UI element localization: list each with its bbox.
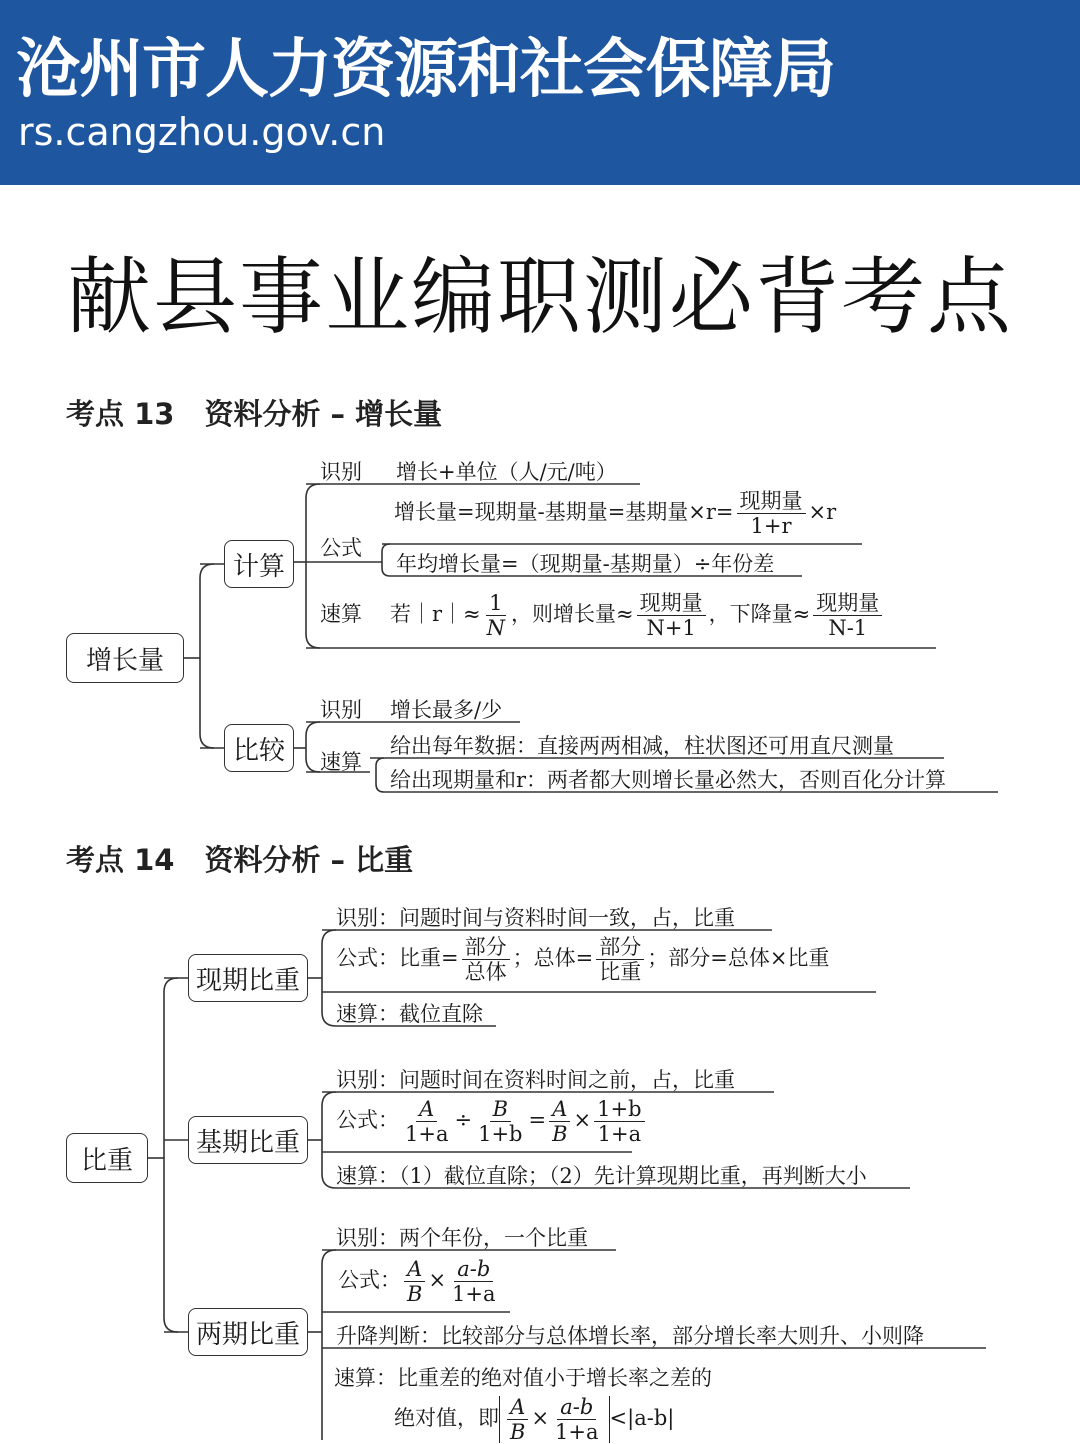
two-judge: 升降判断：比较部分与总体增长率，部分增长率大则升、小则降 <box>336 1324 924 1348</box>
section-13-number: 考点 13 <box>66 397 175 431</box>
section-14-name: 资料分析 – 比重 <box>204 843 414 877</box>
quick-frac-3-num: 现期量 <box>813 592 882 616</box>
node-compare: 比较 <box>224 724 294 772</box>
current-frac-1-den: 总体 <box>464 960 507 985</box>
calc-identify-label: 识别 <box>320 460 362 484</box>
current-quick: 速算：截位直除 <box>336 1002 483 1026</box>
current-formula-post: ；部分=总体×比重 <box>647 946 830 971</box>
quick-frac-2-num: 现期量 <box>637 592 706 616</box>
section-14-title <box>66 838 413 879</box>
quick-frac-3 <box>813 592 882 639</box>
two-frac-1 <box>404 1258 425 1305</box>
calc-formula-2: 年均增长量=（现期量-基期量）÷年份差 <box>396 552 775 576</box>
quick-frac-1-den: N <box>486 616 506 641</box>
two-frac-1-den: B <box>407 1282 423 1307</box>
two-quick-2 <box>394 1396 674 1443</box>
quick-frac-3-den: N-1 <box>828 616 868 641</box>
formula1-fraction <box>737 490 806 537</box>
calc-identify-text: 增长+单位（人/元/吨） <box>396 460 617 484</box>
quick-mid: ，则增长量≈ <box>511 602 634 627</box>
two-formula-label: 公式： <box>338 1268 401 1293</box>
current-frac-1-num: 部分 <box>462 936 510 960</box>
calc-formula-label: 公式 <box>320 536 362 560</box>
compare-quick-2: 给出现期量和r：两者都大则增长量必然大，否则百化分计算 <box>390 768 947 792</box>
two-quick-frac-2-num: a-b <box>557 1396 596 1420</box>
section-13-title <box>66 392 442 433</box>
two-frac-2-num: a-b <box>454 1258 493 1282</box>
org-name: 沧州市人力资源和社会保障局 <box>16 33 835 107</box>
two-quick-frac-1-den: B <box>510 1420 526 1444</box>
quick-frac-2-den: N+1 <box>646 616 696 641</box>
section-13-name: 资料分析 – 增长量 <box>204 397 443 431</box>
two-quick-2-post: <|a-b| <box>609 1406 675 1431</box>
calc-formula-1 <box>394 490 836 537</box>
current-frac-2 <box>596 936 644 983</box>
base-frac-c-num: A <box>549 1098 570 1122</box>
base-frac-a <box>402 1098 451 1145</box>
page-title: 献县事业编职测必背考点 <box>66 248 1013 346</box>
base-frac-b-num: B <box>490 1098 511 1122</box>
base-formula: 公式： $\frac{A}{1+a}$ ÷ $\frac{B}{1+b}$ = $\frac{A}{B}$ × $\frac{1+b}{1+a}$ <box>336 1098 648 1145</box>
base-frac-c <box>549 1098 570 1145</box>
quick-frac-1-num: 1 <box>486 592 505 616</box>
base-frac-a-num: A <box>416 1098 437 1122</box>
base-frac-c-den: B <box>552 1122 568 1147</box>
quick-frac-2 <box>637 592 706 639</box>
compare-quick-1: 给出每年数据：直接两两相减，柱状图还可用直尺测量 <box>390 734 894 758</box>
base-frac-d <box>594 1098 644 1145</box>
calc-quick-label: 速算 <box>320 602 362 627</box>
two-identify: 识别：两个年份，一个比重 <box>336 1226 588 1250</box>
two-quick-1: 速算：比重差的绝对值小于增长率之差的 <box>334 1366 712 1390</box>
current-frac-2-den: 比重 <box>599 960 642 985</box>
node-calc: 计算 <box>224 540 294 588</box>
abs-value-expr: $\frac{A}{B}$ × $\frac{a-b}{1+a}$ <box>499 1396 610 1443</box>
org-url[interactable]: rs.cangzhou.gov.cn <box>18 110 386 154</box>
quick-if: 若｜r｜≈ <box>390 602 481 627</box>
base-identify: 识别：问题时间在资料时间之前，占，比重 <box>336 1068 735 1092</box>
base-frac-b <box>475 1098 525 1145</box>
section-14-number: 考点 14 <box>66 843 175 877</box>
current-identify: 识别：问题时间与资料时间一致，占，比重 <box>336 906 735 930</box>
base-quick: 速算：（1）截位直除；（2）先计算现期比重，再判断大小 <box>336 1164 867 1188</box>
current-formula-pre: 公式：比重= <box>336 946 459 971</box>
current-formula <box>336 936 829 983</box>
two-frac-2-den: 1+a <box>452 1282 496 1307</box>
formula1-post: ×r <box>808 500 837 525</box>
compare-quick-label: 速算 <box>320 750 362 774</box>
base-frac-a-den: 1+a <box>405 1122 449 1147</box>
two-formula: 公式： $\frac{A}{B}$ × $\frac{a-b}{1+a}$ <box>338 1258 502 1305</box>
node-two-period-share: 两期比重 <box>188 1308 308 1356</box>
two-quick-frac-1-num: A <box>507 1396 528 1420</box>
two-quick-frac-1 <box>507 1396 528 1443</box>
compare-identify-label: 识别 <box>320 698 362 722</box>
formula1-num: 现期量 <box>737 490 806 514</box>
base-frac-b-den: 1+b <box>478 1122 523 1147</box>
node-bizhong: 比重 <box>66 1133 148 1183</box>
base-frac-d-den: 1+a <box>597 1122 642 1147</box>
node-base-share: 基期比重 <box>188 1116 308 1164</box>
compare-identify-text: 增长最多/少 <box>390 698 503 722</box>
quick-mid-2: ，下降量≈ <box>708 602 811 627</box>
base-frac-d-num: 1+b <box>594 1098 644 1122</box>
two-frac-1-num: A <box>404 1258 425 1282</box>
node-zengzhangliang: 增长量 <box>66 633 184 683</box>
calc-quick-line <box>320 592 885 639</box>
current-frac-2-num: 部分 <box>596 936 644 960</box>
two-quick-frac-2 <box>552 1396 601 1443</box>
two-quick-frac-2-den: 1+a <box>555 1420 599 1444</box>
base-formula-label: 公式： <box>336 1108 399 1133</box>
two-frac-2 <box>449 1258 498 1305</box>
two-quick-2-pre: 绝对值，即 <box>394 1406 499 1431</box>
formula1-pre: 增长量=现期量-基期量=基期量×r= <box>394 500 734 525</box>
current-frac-1 <box>462 936 510 983</box>
quick-frac-1 <box>484 592 508 639</box>
current-formula-mid: ；总体= <box>512 946 594 971</box>
formula1-den: 1+r <box>750 514 792 539</box>
node-current-share: 现期比重 <box>188 954 308 1002</box>
